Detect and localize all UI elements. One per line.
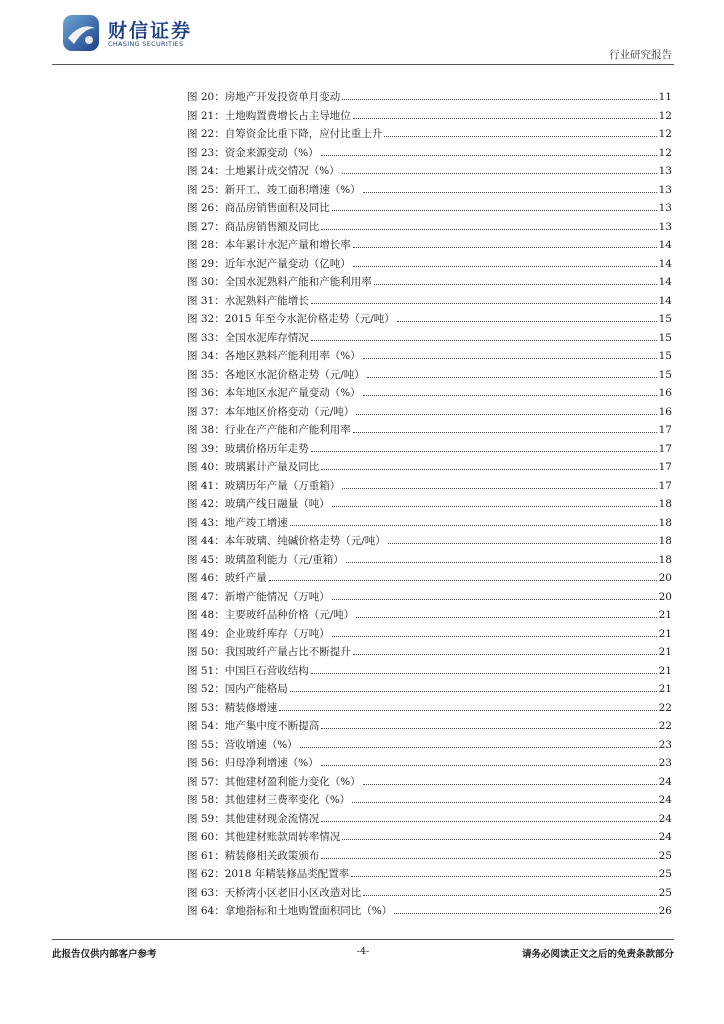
toc-entry[interactable] <box>187 737 672 756</box>
toc-entry-page-number: 22 <box>658 701 672 714</box>
toc-entry-title: 图 56：归母净利增速（%） <box>187 757 319 769</box>
toc-entry[interactable] <box>187 700 672 719</box>
toc-entry-page-number: 21 <box>658 627 672 640</box>
toc-dot-leader <box>356 608 656 618</box>
page-number: -4- <box>356 946 370 957</box>
toc-entry[interactable] <box>187 404 672 423</box>
toc-entry-page-number: 12 <box>658 109 672 122</box>
toc-dot-leader <box>342 164 657 174</box>
toc-entry-title: 图 38：行业在产产能和产能利用率 <box>187 424 351 436</box>
toc-entry-title: 图 48：主要玻纤品种价格（元/吨） <box>187 609 355 621</box>
toc-entry-title: 图 30：全国水泥熟料产能和产能利用率 <box>187 276 372 288</box>
toc-entry[interactable] <box>187 589 672 608</box>
toc-entry[interactable] <box>187 681 672 700</box>
toc-entry[interactable] <box>187 644 672 663</box>
toc-entry-title: 图 32：2015 年至今水泥价格走势（元/吨） <box>187 313 395 325</box>
toc-entry[interactable] <box>187 348 672 367</box>
toc-entry-title: 图 36：本年地区水泥产量变动（%） <box>187 387 361 399</box>
toc-entry-page-number: 15 <box>658 350 672 362</box>
toc-entry[interactable] <box>187 145 672 164</box>
toc-entry-page-number: 16 <box>658 405 672 418</box>
toc-dot-leader <box>332 590 657 600</box>
toc-entry-title: 图 46：玻纤产量 <box>187 572 267 584</box>
toc-entry-page-number: 16 <box>658 387 672 399</box>
toc-dot-leader <box>332 201 657 211</box>
logo-english-text: CHASING SECURITIES <box>108 40 184 48</box>
toc-dot-leader <box>321 812 656 822</box>
toc-entry[interactable] <box>187 89 672 108</box>
toc-entry-title: 图 26：商品房销售面积及同比 <box>187 202 330 214</box>
toc-entry[interactable] <box>187 478 672 497</box>
toc-entry[interactable] <box>187 829 672 848</box>
toc-dot-leader <box>321 220 656 230</box>
toc-entry-page-number: 13 <box>658 220 672 233</box>
toc-dot-leader <box>353 645 657 655</box>
toc-dot-leader <box>332 497 657 507</box>
toc-entry-page-number: 24 <box>658 812 672 825</box>
toc-entry[interactable] <box>187 663 672 682</box>
toc-entry-page-number: 20 <box>658 572 672 584</box>
toc-dot-leader <box>363 183 657 193</box>
toc-entry[interactable] <box>187 811 672 830</box>
toc-entry-title: 图 20：房地产开发投资单月变动 <box>187 91 341 103</box>
toc-entry-page-number: 14 <box>658 294 672 307</box>
toc-entry-title: 图 62：2018 年精装修品类配置率 <box>187 868 350 880</box>
document-type-label: 行业研究报告 <box>609 49 672 61</box>
toc-dot-leader <box>363 349 657 359</box>
toc-dot-leader <box>321 460 656 470</box>
toc-dot-leader <box>356 405 656 415</box>
toc-dot-leader <box>384 127 656 137</box>
toc-entry-title: 图 34：各地区熟料产能利用率（%） <box>187 350 361 362</box>
toc-entry-page-number: 24 <box>658 794 672 806</box>
page-header <box>0 0 724 66</box>
toc-dot-leader <box>321 146 657 156</box>
toc-dot-leader <box>363 775 657 785</box>
toc-entry-title: 图 41：玻璃历年产量（万重箱） <box>187 479 341 492</box>
toc-entry-page-number: 25 <box>658 886 672 899</box>
toc-entry-title: 图 59：其他建材现金流情况 <box>187 812 320 825</box>
toc-dot-leader <box>394 904 656 914</box>
toc-entry[interactable] <box>187 256 672 275</box>
toc-entry[interactable] <box>187 422 672 441</box>
toc-entry-title: 图 35：各地区水泥价格走势（元/吨） <box>187 368 365 381</box>
toc-entry-page-number: 15 <box>658 368 672 381</box>
toc-dot-leader <box>353 109 657 119</box>
toc-entry[interactable] <box>187 441 672 460</box>
toc-entry[interactable] <box>187 459 672 478</box>
toc-entry-title: 图 23：资金来源变动（%） <box>187 146 319 159</box>
toc-dot-leader <box>397 312 657 322</box>
toc-entry-page-number: 18 <box>658 498 672 510</box>
toc-dot-leader <box>321 719 656 729</box>
footer-disclaimer-left: 此报告仅供内部客户参考 <box>52 949 157 960</box>
logo-chinese-text: 财信证券 <box>108 20 193 42</box>
toc-dot-leader <box>321 756 657 766</box>
toc-entry[interactable] <box>187 385 672 404</box>
toc-dot-leader <box>279 701 656 711</box>
toc-entry-page-number: 22 <box>658 720 672 732</box>
toc-entry-title: 图 40：玻璃累计产量及同比 <box>187 461 320 473</box>
page-footer <box>52 946 674 960</box>
toc-entry-page-number: 18 <box>658 535 672 547</box>
toc-dot-leader <box>269 571 657 581</box>
toc-entry-page-number: 24 <box>658 831 672 843</box>
toc-entry[interactable] <box>187 533 672 552</box>
toc-entry-title: 图 51：中国巨石营收结构 <box>187 664 309 677</box>
toc-entry-page-number: 25 <box>658 849 672 862</box>
toc-entry-page-number: 23 <box>658 738 672 751</box>
toc-dot-leader <box>342 479 656 489</box>
toc-entry-title: 图 22：自筹资金比重下降，应付比重上升 <box>187 128 383 140</box>
toc-dot-leader <box>300 738 657 748</box>
toc-entry[interactable] <box>187 126 672 145</box>
toc-dot-leader <box>388 534 657 544</box>
figure-index-list <box>187 89 672 922</box>
toc-entry-title: 图 24：土地累计成交情况（%） <box>187 165 340 177</box>
toc-entry[interactable] <box>187 108 672 127</box>
toc-entry-title: 图 44：本年玻璃、纯碱价格走势（元/吨） <box>187 535 386 547</box>
toc-entry-page-number: 17 <box>658 479 672 492</box>
toc-entry-title: 图 58：其他建材三费率变化（%） <box>187 794 351 806</box>
toc-entry-title: 图 21：土地购置费增长占主导地位 <box>187 109 351 122</box>
toc-entry[interactable] <box>187 200 672 219</box>
toc-entry[interactable] <box>187 219 672 238</box>
toc-entry-page-number: 21 <box>658 683 672 695</box>
toc-entry-title: 图 25：新开工、竣工面积增速（%） <box>187 183 361 196</box>
toc-dot-leader <box>311 331 657 341</box>
toc-dot-leader <box>311 442 657 452</box>
toc-entry-page-number: 17 <box>658 461 672 473</box>
toc-entry-title: 图 45：玻璃盈利能力（元/重箱） <box>187 553 344 566</box>
toc-entry[interactable] <box>187 885 672 904</box>
toc-entry-page-number: 13 <box>658 165 672 177</box>
toc-entry[interactable] <box>187 792 672 811</box>
logo-mark-icon <box>62 14 100 52</box>
toc-entry-page-number: 23 <box>658 757 672 769</box>
toc-entry-page-number: 21 <box>658 646 672 658</box>
toc-entry-title: 图 31：水泥熟料产能增长 <box>187 294 309 307</box>
toc-dot-leader <box>321 849 656 859</box>
toc-dot-leader <box>353 257 657 267</box>
toc-dot-leader <box>342 90 656 100</box>
toc-entry-page-number: 13 <box>658 183 672 196</box>
toc-entry[interactable] <box>187 626 672 645</box>
toc-entry[interactable] <box>187 607 672 626</box>
toc-dot-leader <box>352 793 656 803</box>
toc-entry[interactable] <box>187 274 672 293</box>
toc-entry-title: 图 52：国内产能格局 <box>187 683 288 695</box>
toc-entry[interactable] <box>187 552 672 571</box>
toc-entry-page-number: 18 <box>658 516 672 529</box>
toc-dot-leader <box>342 830 656 840</box>
toc-dot-leader <box>290 516 657 526</box>
toc-entry-page-number: 12 <box>658 128 672 140</box>
toc-entry[interactable] <box>187 570 672 589</box>
toc-entry[interactable] <box>187 774 672 793</box>
toc-entry-page-number: 14 <box>658 239 672 251</box>
toc-entry-title: 图 57：其他建材盈利能力变化（%） <box>187 775 361 788</box>
toc-entry-page-number: 24 <box>658 775 672 788</box>
toc-entry-title: 图 28：本年累计水泥产量和增长率 <box>187 239 351 251</box>
toc-dot-leader <box>311 294 657 304</box>
toc-entry-page-number: 26 <box>658 905 672 917</box>
toc-entry[interactable] <box>187 755 672 774</box>
toc-entry[interactable] <box>187 237 672 256</box>
toc-entry[interactable] <box>187 311 672 330</box>
toc-dot-leader <box>351 867 656 877</box>
toc-dot-leader <box>363 386 657 396</box>
toc-entry[interactable] <box>187 515 672 534</box>
toc-dot-leader <box>332 627 657 637</box>
toc-entry-page-number: 21 <box>658 664 672 677</box>
toc-entry[interactable] <box>187 903 672 922</box>
toc-entry-page-number: 13 <box>658 202 672 214</box>
toc-entry-title: 图 54：地产集中度不断提高 <box>187 720 320 732</box>
toc-dot-leader <box>290 682 657 692</box>
toc-dot-leader <box>353 423 657 433</box>
toc-entry-page-number: 14 <box>658 276 672 288</box>
toc-entry-title: 图 33：全国水泥库存情况 <box>187 331 309 344</box>
company-logo <box>62 14 212 54</box>
toc-entry-title: 图 42：玻璃产线日融量（吨） <box>187 498 330 510</box>
toc-entry-page-number: 15 <box>658 313 672 325</box>
toc-entry[interactable] <box>187 330 672 349</box>
header-divider <box>52 64 674 65</box>
toc-dot-leader <box>367 368 657 378</box>
toc-entry-title: 图 61：精装修相关政策颁布 <box>187 849 320 862</box>
toc-entry-title: 图 60：其他建材账款周转率情况 <box>187 831 341 843</box>
toc-entry[interactable] <box>187 866 672 885</box>
toc-entry-page-number: 14 <box>658 257 672 270</box>
toc-entry-page-number: 11 <box>658 91 672 103</box>
toc-entry-page-number: 15 <box>658 331 672 344</box>
footer-disclaimer-right: 请务必阅读正文之后的免责条款部分 <box>521 949 674 960</box>
toc-entry-page-number: 18 <box>658 553 672 566</box>
toc-entry[interactable] <box>187 848 672 867</box>
footer-divider <box>52 939 674 940</box>
toc-dot-leader <box>363 886 656 896</box>
toc-entry-title: 图 53：精装修增速 <box>187 701 278 714</box>
toc-entry-page-number: 25 <box>658 868 672 880</box>
toc-entry-title: 图 50：我国玻纤产量占比不断提升 <box>187 646 351 658</box>
toc-entry[interactable] <box>187 367 672 386</box>
toc-entry-title: 图 39：玻璃价格历年走势 <box>187 442 309 455</box>
toc-entry[interactable] <box>187 182 672 201</box>
toc-entry-page-number: 21 <box>658 609 672 621</box>
toc-entry[interactable] <box>187 163 672 182</box>
toc-dot-leader <box>353 238 657 248</box>
toc-entry-title: 图 49：企业玻纤库存（万吨） <box>187 627 330 640</box>
toc-entry[interactable] <box>187 496 672 515</box>
toc-entry-page-number: 20 <box>658 590 672 603</box>
toc-entry-title: 图 55：营收增速（%） <box>187 738 298 751</box>
toc-entry-title: 图 27：商品房销售额及同比 <box>187 220 320 233</box>
toc-entry[interactable] <box>187 718 672 737</box>
toc-entry-title: 图 64：拿地指标和土地购置面积同比（%） <box>187 905 393 917</box>
toc-entry-page-number: 12 <box>658 146 672 159</box>
toc-dot-leader <box>346 553 657 563</box>
toc-entry-title: 图 37：本年地区价格变动（元/吨） <box>187 405 355 418</box>
toc-dot-leader <box>374 275 657 285</box>
toc-entry-title: 图 63：天桥湾小区老旧小区改造对比 <box>187 886 362 899</box>
toc-entry[interactable] <box>187 293 672 312</box>
toc-entry-title: 图 43：地产竣工增速 <box>187 516 288 529</box>
toc-entry-page-number: 17 <box>658 424 672 436</box>
toc-dot-leader <box>311 664 657 674</box>
toc-entry-title: 图 29：近年水泥产量变动（亿吨） <box>187 257 351 270</box>
toc-entry-title: 图 47：新增产能情况（万吨） <box>187 590 330 603</box>
toc-entry-page-number: 17 <box>658 442 672 455</box>
